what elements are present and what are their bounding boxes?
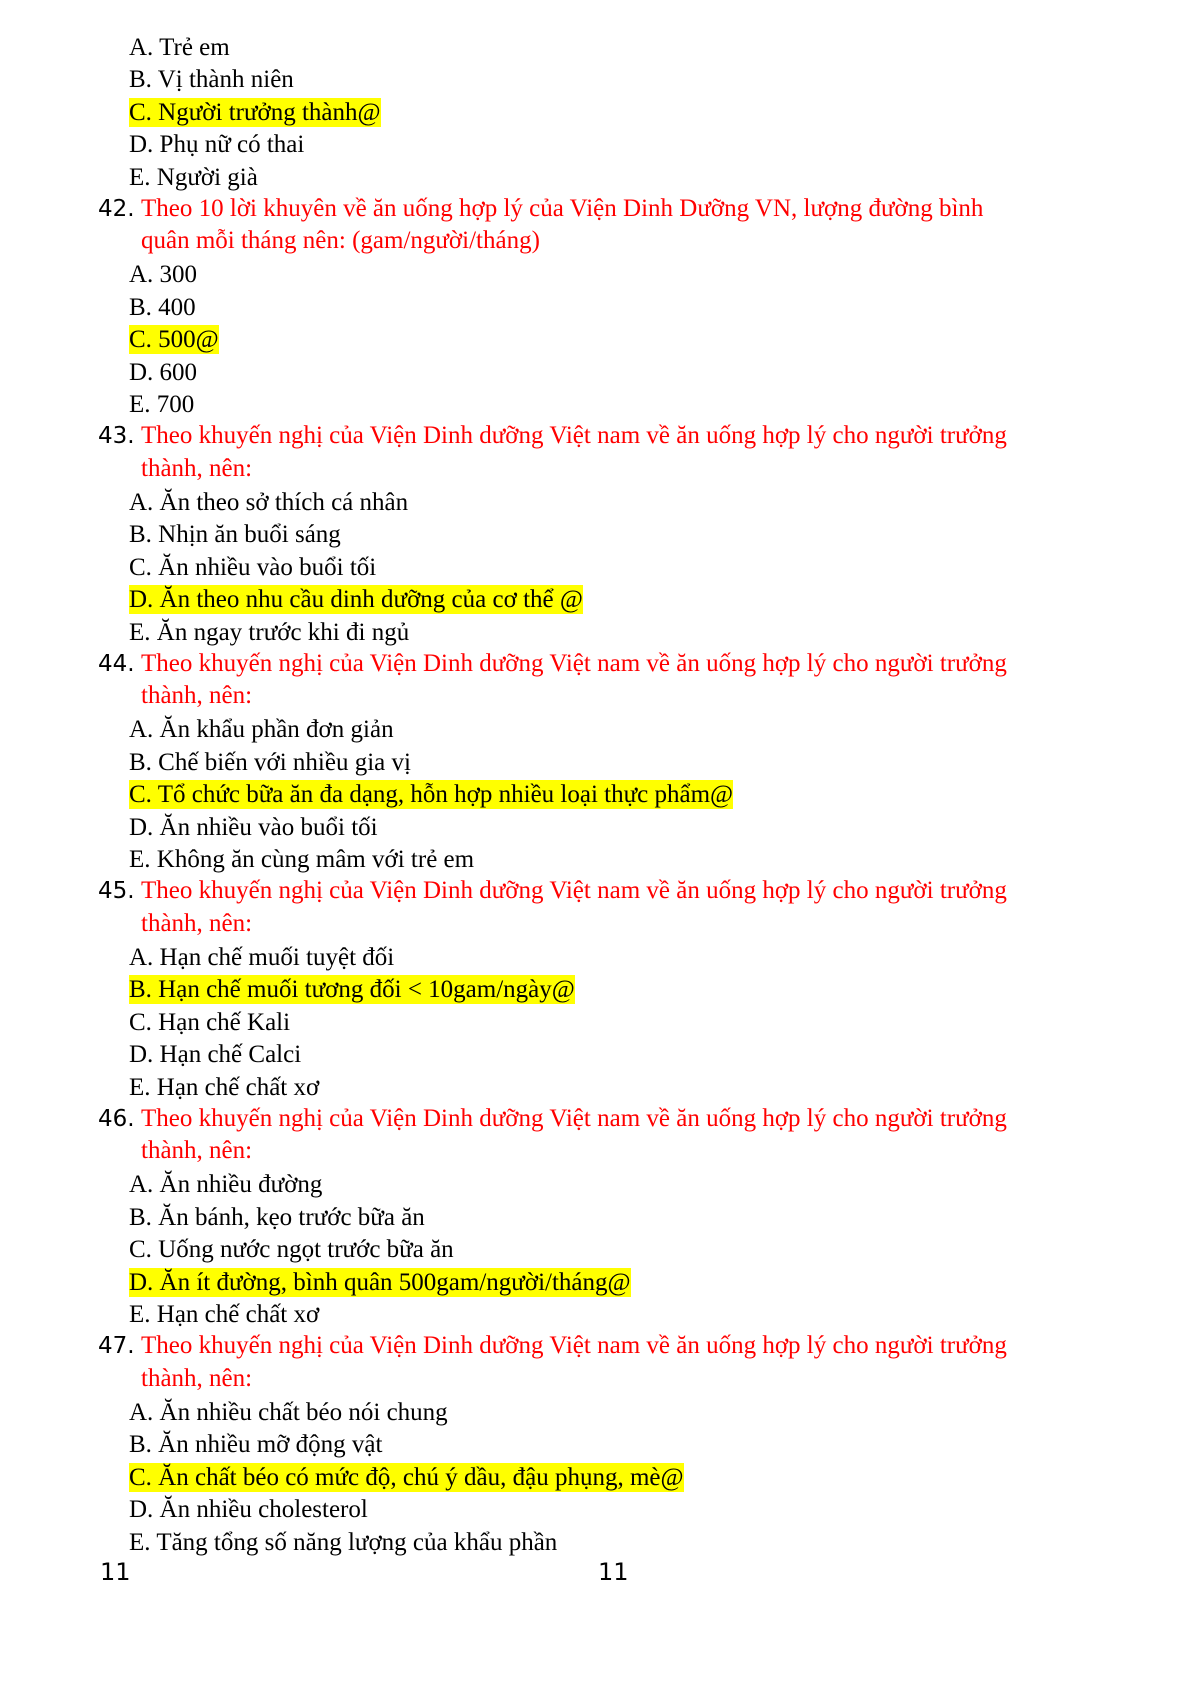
- question-stem: [0, 648, 1190, 681]
- question-stem: [0, 193, 1190, 226]
- answer-option: E. Hạn chế chất xơ: [129, 1301, 320, 1329]
- question-text-continued: thành, nên:: [141, 1137, 253, 1164]
- answer-option: A. Ăn khẩu phần đơn giản: [129, 716, 394, 744]
- question-block: [0, 648, 1190, 876]
- question-text-continued: quân mỗi tháng nên: (gam/người/tháng): [141, 227, 540, 254]
- question-number: 45.: [98, 878, 135, 904]
- answer-option: C. Uống nước ngọt trước bữa ăn: [129, 1236, 454, 1264]
- answer-option: E. Không ăn cùng mâm với trẻ em: [129, 846, 475, 874]
- answer-option-correct: B. Hạn chế muối tương đối < 10gam/ngày@: [129, 976, 575, 1004]
- answer-option: A. Ăn nhiều chất béo nói chung: [129, 1398, 448, 1426]
- answer-option: D. Hạn chế Calci: [129, 1041, 302, 1069]
- answer-option-correct: C. Người trưởng thành@: [129, 98, 381, 126]
- question-number: 46.: [98, 1105, 135, 1132]
- question-list: [0, 30, 1190, 1558]
- question-block: [0, 875, 1190, 1103]
- answer-option: E. Hạn chế chất xơ: [129, 1073, 320, 1101]
- answer-option-correct: C. 500@: [129, 326, 219, 354]
- question-stem: [0, 1330, 1190, 1363]
- question-text: Theo khuyến nghị của Viện Dinh dưỡng Việt nam về ăn uống hợp lý cho người trưởng: [141, 877, 1007, 904]
- page-footer: [0, 1558, 1190, 1594]
- answer-option: A. 300: [129, 261, 198, 289]
- answer-option-correct: C. Tổ chức bữa ăn đa dạng, hỗn hợp nhiều loại thực phẩm@: [129, 781, 734, 809]
- question-block: [0, 1330, 1190, 1558]
- question-number: 47.: [98, 1333, 135, 1359]
- answer-option: E. Ăn ngay trước khi đi ngủ: [129, 618, 410, 646]
- answer-option: B. 400: [129, 293, 196, 321]
- question-text-continued: thành, nên:: [141, 454, 253, 482]
- answer-option: C. Hạn chế Kali: [129, 1008, 291, 1036]
- question-text: Theo khuyến nghị của Viện Dinh dưỡng Việt nam về ăn uống hợp lý cho người trưởng: [141, 649, 1007, 677]
- question-number: 44.: [98, 650, 135, 677]
- question-text: Theo khuyến nghị của Viện Dinh dưỡng Việt nam về ăn uống hợp lý cho người trưởng: [141, 1104, 1007, 1132]
- answer-option: D. 600: [129, 358, 198, 386]
- answer-option: B. Chế biến với nhiều gia vị: [129, 748, 411, 776]
- question-text: Theo khuyến nghị của Viện Dinh dưỡng Việt nam về ăn uống hợp lý cho người trưởng: [141, 422, 1007, 449]
- question-text-continued: thành, nên:: [141, 909, 253, 937]
- question-text: Theo 10 lời khuyên về ăn uống hợp lý của Viện Dinh Dưỡng VN, lượng đường bình: [141, 194, 984, 222]
- question-stem: [0, 1103, 1190, 1136]
- answer-option: B. Nhịn ăn buổi sáng: [129, 521, 341, 549]
- question-number: 43.: [98, 423, 135, 449]
- answer-option: D. Ăn nhiều cholesterol: [129, 1496, 368, 1524]
- answer-option: E. 700: [129, 391, 195, 419]
- answer-option: A. Ăn nhiều đường: [129, 1171, 323, 1199]
- answer-option: B. Vị thành niên: [129, 66, 294, 94]
- answer-option-correct: C. Ăn chất béo có mức độ, chú ý dầu, đậu phụng, mè@: [129, 1463, 684, 1491]
- answer-option: C. Ăn nhiều vào buổi tối: [129, 553, 377, 581]
- answer-option: D. Ăn nhiều vào buổi tối: [129, 813, 378, 841]
- answer-option: A. Hạn chế muối tuyệt đối: [129, 943, 395, 971]
- answer-option: E. Người già: [129, 163, 258, 191]
- question-text-continued: thành, nên:: [141, 1364, 253, 1392]
- answer-option: B. Ăn nhiều mỡ động vật: [129, 1431, 383, 1459]
- question-stem: [0, 875, 1190, 908]
- question-text-continued: thành, nên:: [141, 682, 253, 709]
- question-number: 42.: [98, 195, 135, 222]
- answer-option-correct: D. Ăn theo nhu cầu dinh dưỡng của cơ thể @: [129, 586, 583, 614]
- lead-option-group: [0, 30, 1190, 193]
- answer-option: E. Tăng tổng số năng lượng của khẩu phần: [129, 1528, 558, 1556]
- answer-option: D. Phụ nữ có thai: [129, 131, 305, 159]
- question-text: Theo khuyến nghị của Viện Dinh dưỡng Việt nam về ăn uống hợp lý cho người trưởng: [141, 1332, 1007, 1359]
- question-block: [0, 420, 1190, 648]
- page-number-center: 11: [598, 1558, 629, 1586]
- question-block: [0, 193, 1190, 421]
- page-number-left: 11: [100, 1558, 131, 1586]
- answer-option: A. Trẻ em: [129, 33, 230, 61]
- answer-option: B. Ăn bánh, kẹo trước bữa ăn: [129, 1203, 425, 1231]
- answer-option-correct: D. Ăn ít đường, bình quân 500gam/người/tháng@: [129, 1268, 631, 1296]
- question-block: [0, 1103, 1190, 1331]
- answer-option: A. Ăn theo sở thích cá nhân: [129, 488, 409, 516]
- question-stem: [0, 420, 1190, 453]
